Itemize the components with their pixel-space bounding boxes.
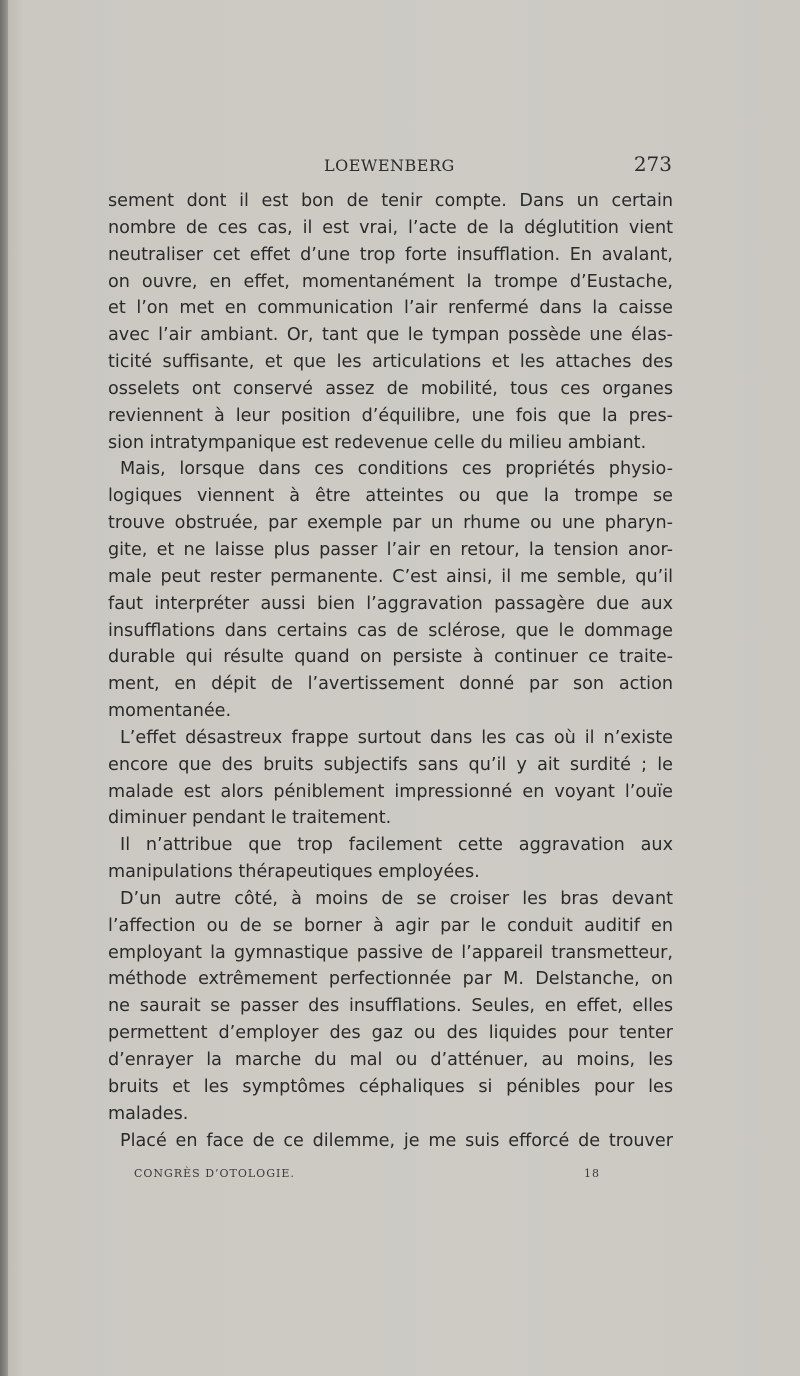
text-line: méthode extrêmement perfectionnée par M. Delstanche, on: [108, 969, 673, 990]
text-line: l’affection ou de se borner à agir par le conduit auditif en: [108, 915, 673, 936]
text-line: sement dont il est bon de tenir compte. Dans un certain: [108, 191, 673, 211]
text-line: ment, en dépit de l’avertissement donné par son action: [108, 674, 673, 695]
signature-number: 18: [584, 1167, 600, 1180]
page-number: 273: [633, 152, 672, 176]
text-line: nombre de ces cas, il est vrai, l’acte de la déglutition vient: [108, 217, 673, 238]
page-footer: [134, 1167, 600, 1187]
paragraph-start-line: Il n’attribue que trop facilement cette aggravation aux: [120, 835, 673, 856]
page-header: [108, 150, 672, 180]
text-line: ticité suffisante, et que les articulations et les attaches des: [108, 352, 673, 373]
text-line: employant la gymnastique passive de l’appareil transmetteur,: [108, 942, 673, 963]
text-line: reviennent à leur position d’équilibre, une fois que la pres-: [108, 405, 673, 426]
text-line: faut interpréter aussi bien l’aggravation passagère due aux: [108, 593, 673, 614]
text-line: neutraliser cet effet d’une trop forte insufflation. En avalant,: [108, 244, 673, 265]
text-line: permettent d’employer des gaz ou des liquides pour tenter: [108, 1023, 673, 1044]
text-line: diminuer pendant le traitement.: [108, 808, 392, 829]
body-text: [108, 188, 673, 1154]
text-line: durable qui résulte quand on persiste à continuer ce traite-: [108, 647, 673, 668]
text-line: et l’on met en communication l’air renfermé dans la caisse: [108, 298, 673, 319]
text-line: encore que des bruits subjectifs sans qu’il y ait surdité ; le: [108, 754, 673, 775]
paragraph-start-line: L’effet désastreux frappe surtout dans les cas où il n’existe: [120, 727, 673, 748]
text-line: gite, et ne laisse plus passer l’air en retour, la tension anor-: [108, 539, 673, 560]
text-line: logiques viennent à être atteintes ou que la trompe se: [108, 486, 673, 507]
text-line: manipulations thérapeutiques employées.: [108, 862, 480, 883]
paragraph-start-line: D’un autre côté, à moins de se croiser les bras devant: [120, 888, 673, 909]
text-line: malade est alors péniblement impressionné en voyant l’ouïe: [108, 781, 673, 802]
paragraph-start-line: Placé en face de ce dilemme, je me suis efforcé de trouver: [120, 1130, 673, 1151]
text-line: malades.: [108, 1103, 189, 1124]
text-line: trouve obstruée, par exemple par un rhume ou une pharyn-: [108, 513, 673, 534]
signature-mark: CONGRÈS D’OTOLOGIE.: [134, 1167, 295, 1180]
text-line: male peut rester permanente. C’est ainsi, il me semble, qu’il: [108, 566, 673, 587]
text-line: sion intratympanique est redevenue celle du milieu ambiant.: [108, 432, 647, 453]
running-title: LOEWENBERG: [324, 156, 455, 175]
text-line: on ouvre, en effet, momentanément la trompe d’Eustache,: [108, 271, 673, 292]
text-line: ne saurait se passer des insufflations. Seules, en effet, elles: [108, 996, 673, 1017]
text-line: momentanée.: [108, 701, 232, 722]
text-line: d’enrayer la marche du mal ou d’atténuer, au moins, les: [108, 1050, 673, 1070]
paragraph-start-line: Mais, lorsque dans ces conditions ces propriétés physio-: [120, 459, 673, 480]
text-line: avec l’air ambiant. Or, tant que le tympan possède une élas-: [108, 325, 673, 346]
text-line: osselets ont conservé assez de mobilité, tous ces organes: [108, 378, 673, 399]
text-line: bruits et les symptômes céphaliques si pénibles pour les: [108, 1076, 673, 1097]
text-line: insufflations dans certains cas de sclérose, que le dommage: [108, 620, 673, 641]
book-spine-shadow: [0, 0, 8, 1376]
